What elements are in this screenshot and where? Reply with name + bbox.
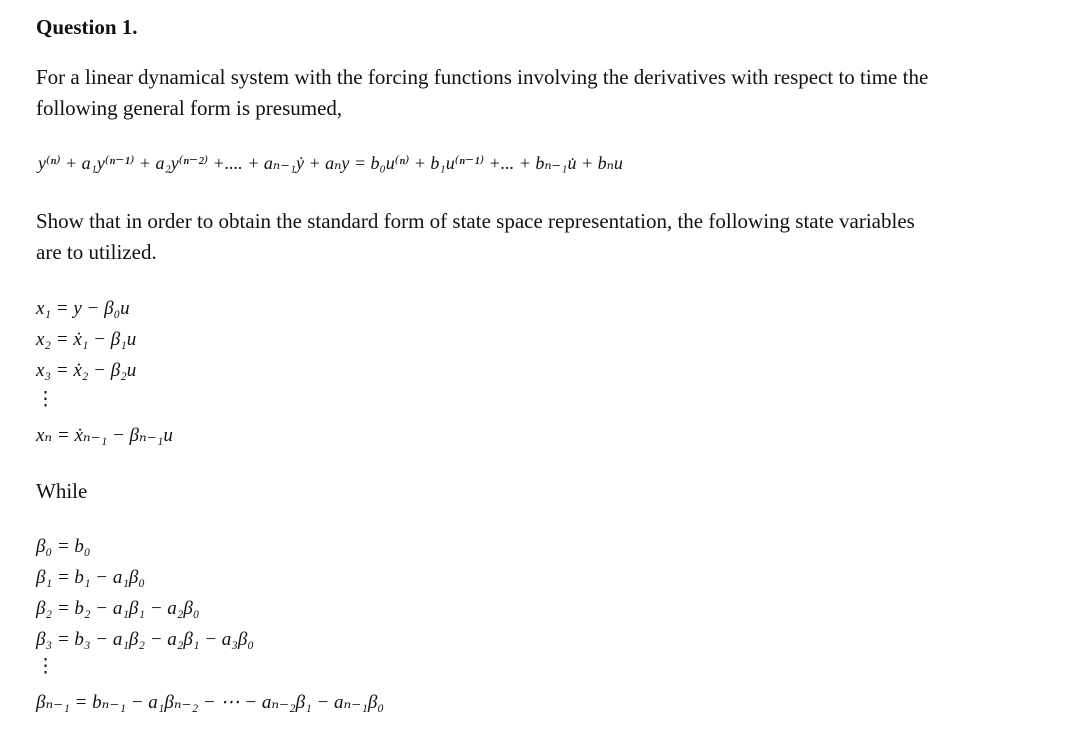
- beta-equation-0: β₀ = b₀: [36, 536, 91, 557]
- beta-equation-n-1: βₙ₋₁ = bₙ₋₁ − a₁βₙ₋₂ − ⋯ − aₙ₋₂β₁ − aₙ₋₁β₀: [36, 692, 384, 713]
- while-label: While: [36, 479, 88, 503]
- beta-equation-2: β₂ = b₂ − a₁β₁ − a₂β₀: [36, 598, 200, 619]
- beta-equation-1: β₁ = b₁ − a₁β₀: [36, 567, 145, 588]
- intro-line-2: following general form is presumed,: [36, 96, 343, 120]
- state-vdots: ⋮: [36, 389, 55, 410]
- beta-equation-3: β₃ = b₃ − a₁β₂ − a₂β₁ − a₃β₀: [36, 629, 254, 650]
- state-equation-n: xₙ = ẋₙ₋₁ − βₙ₋₁u: [36, 425, 173, 446]
- show-line-1: Show that in order to obtain the standard form of state space representation, the following state variables: [36, 209, 915, 233]
- beta-vdots: ⋮: [36, 656, 55, 677]
- state-equation-2: x₂ = ẋ₁ − β₁u: [36, 329, 137, 350]
- intro-line-1: For a linear dynamical system with the forcing functions involving the derivatives with respect to time the: [36, 65, 929, 89]
- state-equation-3: x₃ = ẋ₂ − β₂u: [36, 360, 137, 381]
- state-equation-1: x₁ = y − β₀u: [36, 298, 130, 319]
- show-paragraph: [36, 206, 1036, 268]
- general-equation: y⁽ⁿ⁾ + a₁y⁽ⁿ⁻¹⁾ + a₂y⁽ⁿ⁻²⁾ +.... + aₙ₋₁ẏ + aₙy = b₀u⁽ⁿ⁾ + b₁u⁽ⁿ⁻¹⁾ +... + bₙ₋₁u̇ + bₙu: [38, 153, 623, 173]
- intro-paragraph: [36, 62, 1036, 124]
- question-heading: Question 1.: [36, 15, 138, 39]
- show-line-2: are to utilized.: [36, 240, 157, 264]
